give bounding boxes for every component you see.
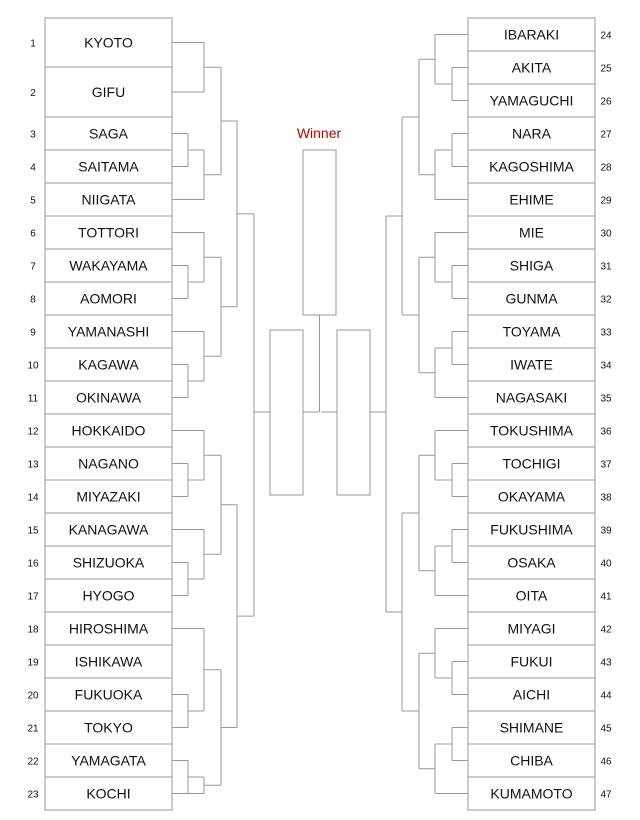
seed-number: 21 — [27, 723, 39, 735]
seed-number: 18 — [27, 624, 39, 636]
seed-number: 33 — [600, 327, 612, 339]
seed-number: 22 — [27, 756, 39, 768]
team-name: SAITAMA — [78, 158, 139, 175]
seed-number: 17 — [27, 591, 39, 603]
team-name: YAMANASHI — [67, 323, 150, 340]
team-slot — [27, 711, 172, 744]
team-name: KAGOSHIMA — [489, 158, 574, 175]
team-name: SHIGA — [509, 257, 554, 274]
team-slot — [30, 282, 172, 315]
team-slot — [468, 315, 612, 348]
team-name: YAMAGATA — [71, 752, 146, 769]
team-name: AICHI — [512, 686, 551, 703]
team-name: SHIZUOKA — [72, 554, 145, 571]
team-name: TOKYO — [84, 719, 133, 736]
team-name: NAGANO — [78, 455, 139, 472]
team-name: HOKKAIDO — [71, 422, 146, 439]
team-slot — [27, 579, 172, 612]
team-name: WAKAYAMA — [69, 257, 148, 274]
seed-number: 13 — [27, 459, 39, 471]
seed-number: 34 — [600, 360, 612, 372]
left-connectors — [172, 43, 254, 794]
team-slot — [30, 216, 172, 249]
team-name: MIYAZAKI — [76, 488, 141, 505]
team-slot — [30, 117, 172, 150]
team-name: NIIGATA — [81, 191, 136, 208]
team-slot — [30, 67, 172, 117]
seed-number: 10 — [27, 360, 39, 372]
seed-number: 8 — [30, 294, 36, 306]
team-name: OSAKA — [507, 554, 556, 571]
team-name: TOCHIGI — [502, 455, 561, 472]
team-name: AKITA — [511, 59, 552, 76]
team-name: KOCHI — [86, 785, 131, 802]
right-connectors — [386, 35, 468, 794]
team-name: CHIBA — [510, 752, 553, 769]
seed-number: 1 — [30, 38, 36, 50]
team-slot — [27, 645, 172, 678]
left-bracket — [27, 18, 254, 810]
team-slot — [468, 612, 612, 645]
team-name: TOTTORI — [78, 224, 139, 241]
team-slot — [27, 546, 172, 579]
team-name: FUKUOKA — [74, 686, 143, 703]
team-slot — [27, 348, 172, 381]
seed-number: 36 — [600, 426, 612, 438]
team-name: AOMORI — [80, 290, 137, 307]
seed-number: 40 — [600, 558, 612, 570]
seed-number: 41 — [600, 591, 612, 603]
seed-number: 20 — [27, 690, 39, 702]
seed-number: 9 — [30, 327, 36, 339]
team-slot — [27, 513, 172, 546]
seed-number: 23 — [27, 789, 39, 801]
team-slot — [27, 744, 172, 777]
team-slot — [468, 381, 612, 414]
team-slot — [468, 348, 612, 381]
seed-number: 5 — [30, 195, 36, 207]
team-slot — [468, 150, 612, 183]
team-slot — [27, 678, 172, 711]
seed-number: 16 — [27, 558, 39, 570]
team-name: KAGAWA — [78, 356, 139, 373]
seed-number: 24 — [600, 30, 612, 42]
seed-number: 42 — [600, 624, 612, 636]
team-name: MIYAGI — [507, 620, 556, 637]
team-slot — [30, 150, 172, 183]
team-slot — [468, 513, 612, 546]
team-name: SHIMANE — [499, 719, 564, 736]
team-name: ISHIKAWA — [74, 653, 143, 670]
team-slot — [28, 381, 172, 414]
team-name: OKINAWA — [75, 389, 142, 406]
winner-label: Winner — [296, 125, 342, 141]
team-slot — [30, 315, 172, 348]
team-name: IWATE — [510, 356, 553, 373]
seed-number: 31 — [600, 261, 612, 273]
seed-number: 38 — [600, 492, 612, 504]
final-area — [254, 125, 386, 495]
team-name: SAGA — [89, 125, 128, 142]
team-slot — [468, 480, 612, 513]
team-name: NAGASAKI — [495, 389, 568, 406]
team-name: TOYAMA — [502, 323, 561, 340]
team-name: HIROSHIMA — [68, 620, 149, 637]
team-slot — [468, 216, 612, 249]
team-name: EHIME — [509, 191, 554, 208]
team-slot — [468, 777, 612, 810]
team-slot — [468, 447, 612, 480]
team-slot — [468, 744, 612, 777]
seed-number: 3 — [30, 129, 36, 141]
team-name: KUMAMOTO — [490, 785, 573, 802]
team-name: GUNMA — [505, 290, 558, 307]
seed-number: 46 — [600, 756, 612, 768]
team-name: NARA — [512, 125, 551, 142]
seed-number: 27 — [600, 129, 612, 141]
seed-number: 4 — [30, 162, 36, 174]
team-slot — [468, 546, 612, 579]
seed-number: 30 — [600, 228, 612, 240]
seed-number: 39 — [600, 525, 612, 537]
seed-number: 44 — [600, 690, 612, 702]
seed-number: 6 — [30, 228, 36, 240]
team-name: KANAGAWA — [68, 521, 149, 538]
team-slot — [468, 51, 612, 84]
team-name: IBARAKI — [503, 26, 560, 43]
team-slot — [468, 183, 612, 216]
team-slot — [468, 579, 612, 612]
semifinal-right-box — [337, 330, 370, 495]
seed-number: 11 — [27, 393, 39, 405]
team-slot — [468, 249, 612, 282]
team-slot — [468, 711, 612, 744]
team-name: OITA — [515, 587, 548, 604]
team-name: OKAYAMA — [497, 488, 566, 505]
seed-number: 26 — [600, 96, 612, 108]
team-name: MIE — [519, 224, 544, 241]
semifinal-left-box — [270, 330, 303, 495]
seed-number: 29 — [600, 195, 612, 207]
team-name: YAMAGUCHI — [489, 92, 574, 109]
team-slot — [27, 414, 172, 447]
team-slot — [468, 645, 612, 678]
seed-number: 7 — [30, 261, 36, 273]
right-bracket — [386, 18, 612, 810]
seed-number: 19 — [27, 657, 39, 669]
team-name: GIFU — [91, 84, 126, 100]
seed-number: 28 — [600, 162, 612, 174]
team-slot — [30, 18, 172, 67]
team-slot — [27, 612, 172, 645]
seed-number: 2 — [30, 88, 36, 99]
winner-box — [303, 150, 336, 315]
team-slot — [468, 678, 612, 711]
team-name: TOKUSHIMA — [490, 422, 573, 439]
team-slot — [468, 18, 612, 51]
team-slot — [30, 249, 172, 282]
seed-number: 47 — [600, 789, 612, 801]
team-name: KYOTO — [84, 34, 133, 51]
team-name: FUKUSHIMA — [490, 521, 573, 538]
seed-number: 25 — [600, 63, 612, 75]
team-slot — [30, 183, 172, 216]
team-name: HYOGO — [82, 587, 135, 604]
team-slot — [468, 282, 612, 315]
seed-number: 12 — [27, 426, 39, 438]
team-name: FUKUI — [510, 653, 553, 670]
seed-number: 32 — [600, 294, 612, 306]
team-slot — [468, 84, 612, 117]
seed-number: 45 — [600, 723, 612, 735]
seed-number: 15 — [27, 525, 39, 537]
team-slot — [468, 414, 612, 447]
seed-number: 43 — [600, 657, 612, 669]
team-slot — [27, 480, 172, 513]
team-slot — [27, 447, 172, 480]
seed-number: 37 — [600, 459, 612, 471]
team-slot — [468, 117, 612, 150]
team-slot — [27, 777, 172, 810]
seed-number: 35 — [600, 393, 612, 405]
seed-number: 14 — [27, 492, 39, 504]
